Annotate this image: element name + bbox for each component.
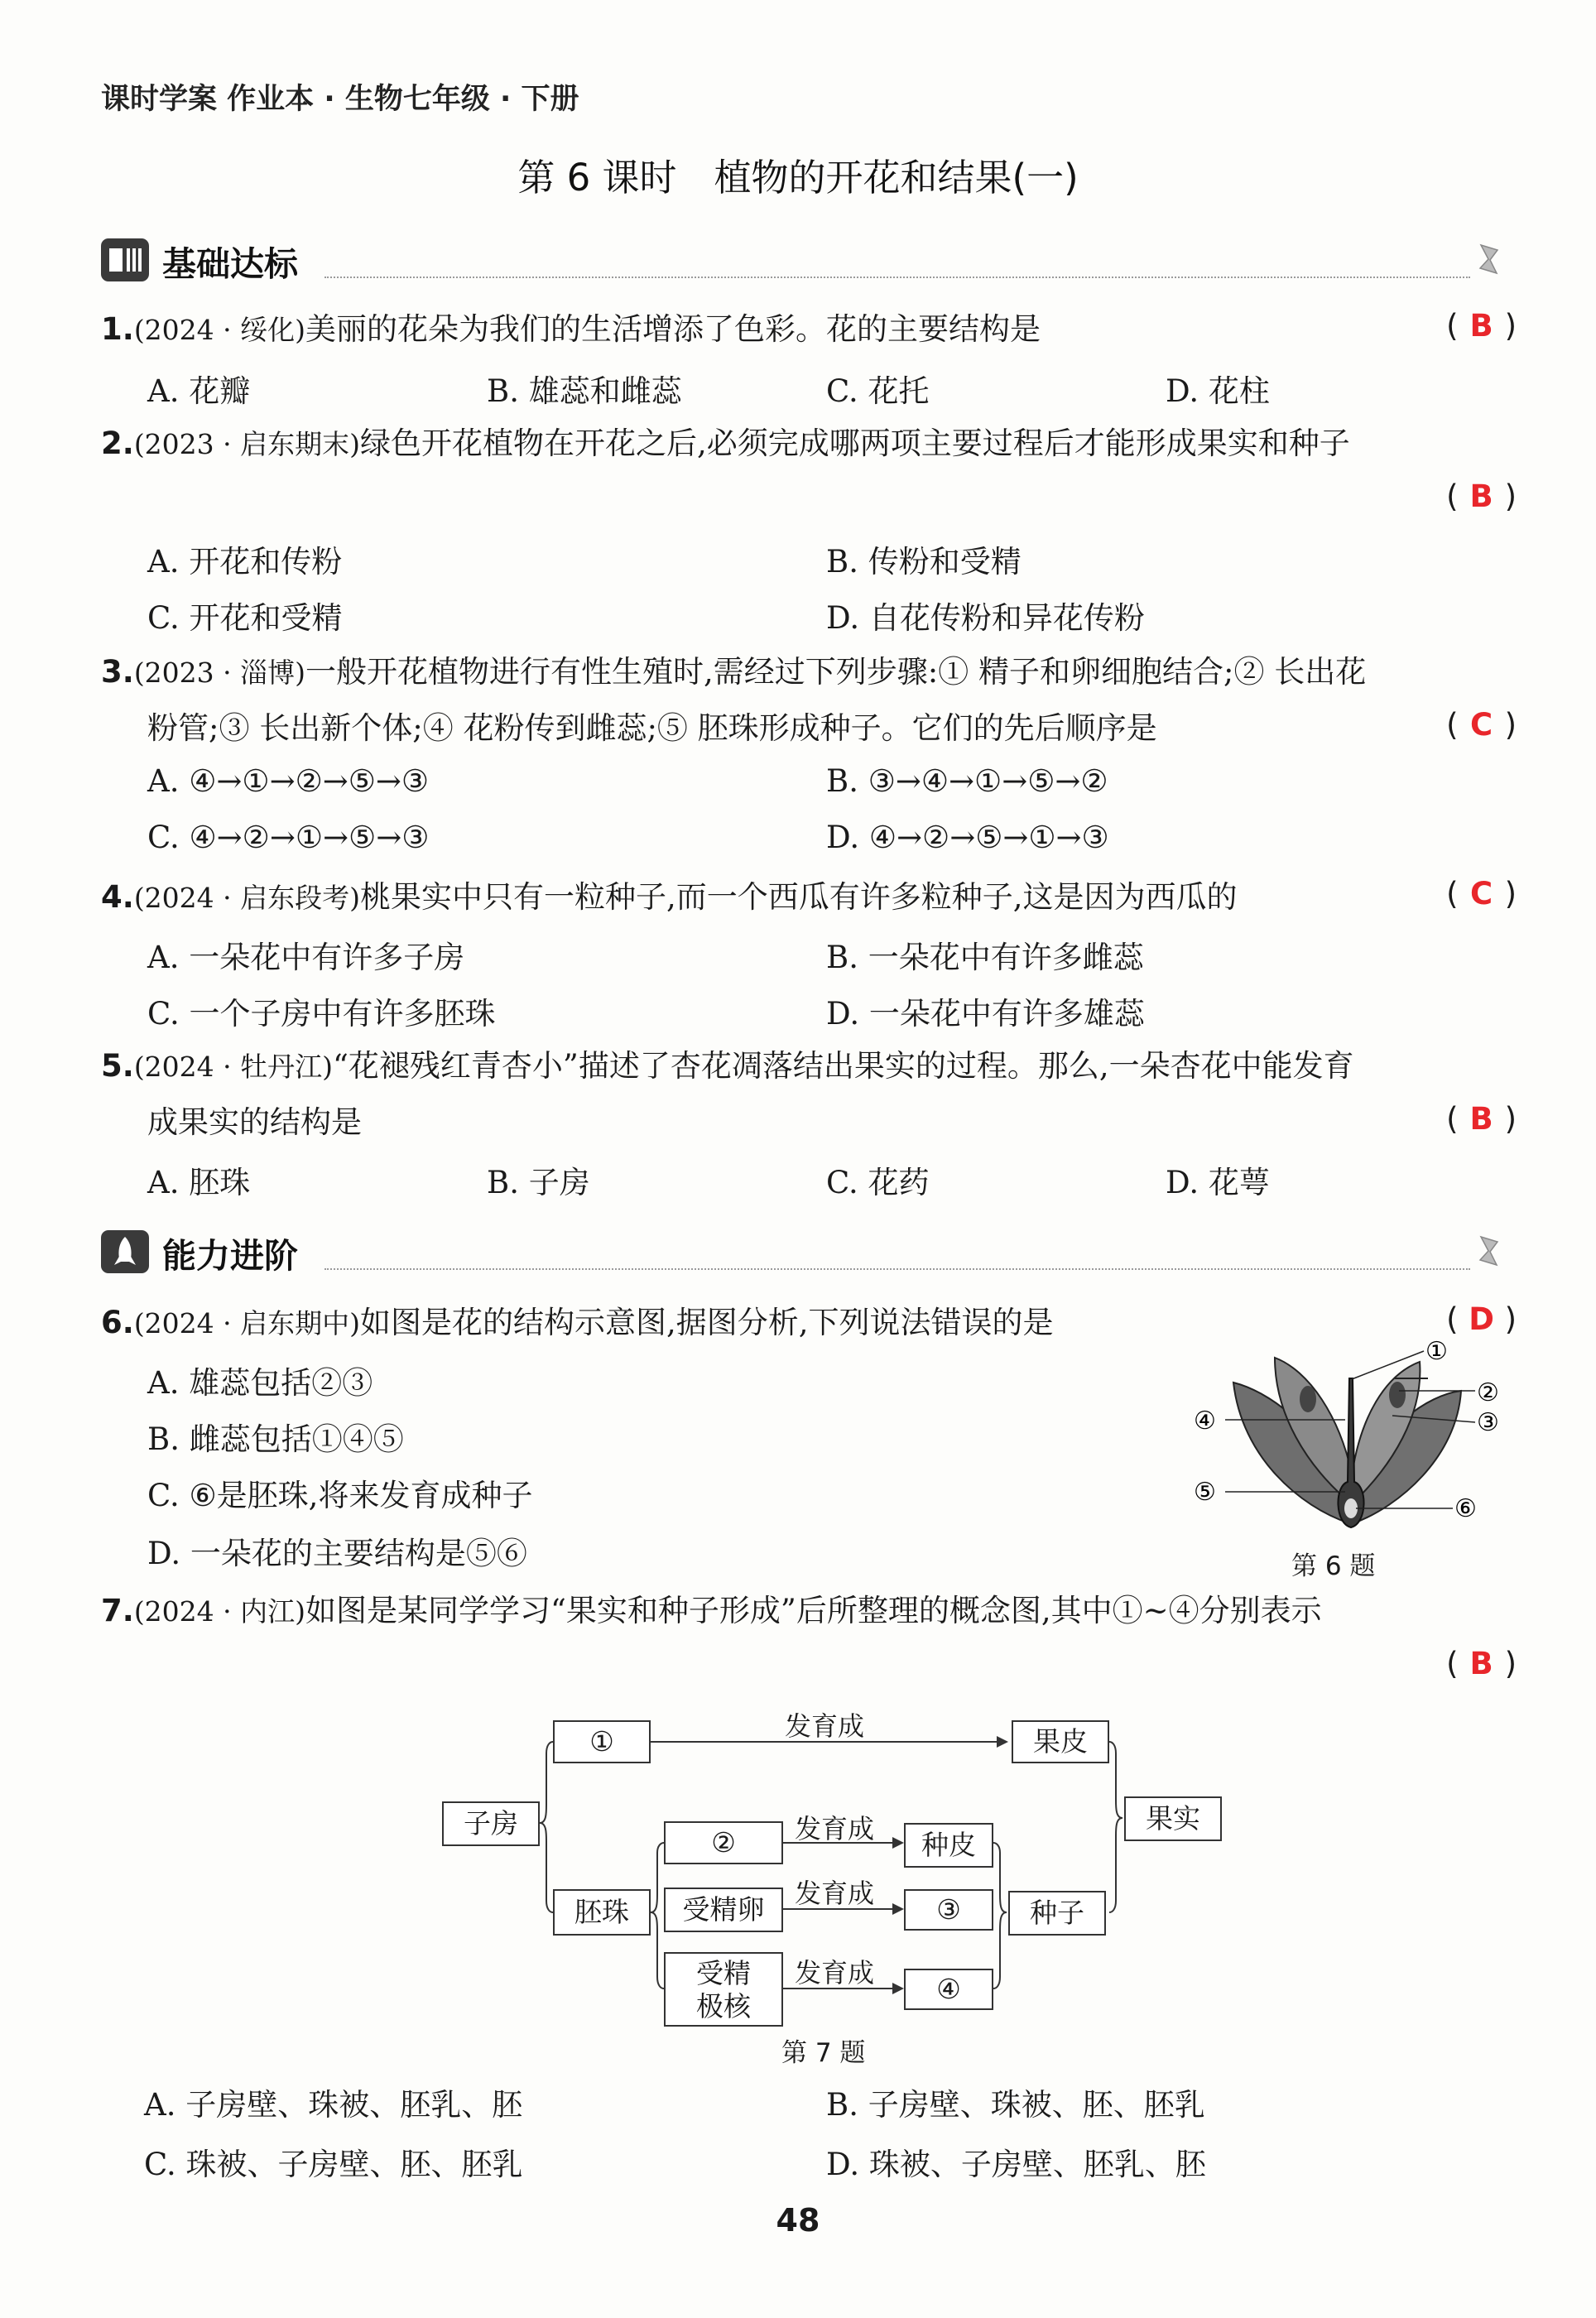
option: A. 开花和传粉 [147, 544, 343, 580]
section-title-basic: 基础达标 [162, 244, 298, 284]
develop-label: 发育成 [795, 1878, 875, 1909]
box-ovary: 子房 [442, 1801, 540, 1846]
option: D. 花柱 [1166, 373, 1270, 409]
figure-7-caption: 第 7 题 [781, 2038, 866, 2068]
answer-bracket: ( B ) [1446, 1646, 1517, 1681]
answer-bracket: ( B ) [1446, 1101, 1517, 1137]
box-blank-4: ④ [904, 1969, 993, 2010]
option: B. 雄蕊和雌蕊 [487, 373, 682, 409]
section-title-advanced: 能力进阶 [162, 1236, 298, 1276]
option: D. 一朵花的主要结构是⑤⑥ [147, 1536, 527, 1571]
box-fruit: 果实 [1124, 1796, 1222, 1841]
option: D. 珠被、子房壁、胚乳、胚 [826, 2147, 1206, 2182]
label-3: ③ [1477, 1408, 1499, 1437]
answer-bracket: ( D ) [1446, 1301, 1517, 1337]
option: B. ③→④→①→⑤→② [826, 763, 1108, 799]
question-4-stem: 4.(2024 · 启东段考)桃果实中只有一粒种子,而一个西瓜有许多粒种子,这是因为西瓜的 [101, 879, 1238, 915]
option: A. 花瓣 [147, 373, 251, 409]
option: B. 雌蕊包括①④⑤ [147, 1421, 404, 1457]
option: B. 子房 [487, 1165, 590, 1200]
box-ovule: 胚珠 [553, 1889, 651, 1936]
box-polar-nuclei: 受精 极核 [664, 1952, 783, 2027]
option: C. ④→②→①→⑤→③ [147, 820, 430, 855]
question-3-stem-line2: 粉管;③ 长出新个体;④ 花粉传到雌蕊;⑤ 胚珠形成种子。它们的先后顺序是 [147, 710, 1157, 746]
box-pericarp: 果皮 [1012, 1720, 1109, 1763]
develop-label: 发育成 [795, 1957, 875, 1989]
option: D. 花萼 [1166, 1165, 1270, 1200]
question-3-stem: 3.(2023 · 淄博)一般开花植物进行有性生殖时,需经过下列步骤:① 精子和卵细胞结合;② 长出花 [101, 654, 1367, 690]
figure-6-caption: 第 6 题 [1291, 1551, 1376, 1581]
option: A. ④→①→②→⑤→③ [147, 763, 430, 799]
develop-label: 发育成 [795, 1813, 875, 1844]
label-4: ④ [1194, 1407, 1216, 1436]
lesson-title: 第 6 课时 植物的开花和结果(一) [517, 156, 1079, 200]
option: C. 开花和受精 [147, 600, 343, 636]
question-7-stem: 7.(2024 · 内江)如图是某同学学习“果实和种子形成”后所整理的概念图,其中①~④分别表示 [101, 1593, 1322, 1628]
box-blank-3: ③ [904, 1889, 993, 1931]
box-seedcoat: 种皮 [904, 1823, 993, 1868]
question-5-stem-line2: 成果实的结构是 [147, 1104, 362, 1140]
box-seed: 种子 [1008, 1891, 1106, 1936]
question-2-stem: 2.(2023 · 启东期末)绿色开花植物在开花之后,必须完成哪两项主要过程后才能形成果实和种子 [101, 426, 1350, 461]
option: A. 一朵花中有许多子房 [147, 940, 465, 975]
answer-bracket: ( C ) [1446, 707, 1517, 743]
question-6-stem: 6.(2024 · 启东期中)如图是花的结构示意图,据图分析,下列说法错误的是 [101, 1305, 1054, 1340]
page-number: 48 [776, 2202, 820, 2239]
option: D. 一朵花中有许多雄蕊 [826, 996, 1145, 1032]
question-5-stem: 5.(2024 · 牡丹江)“花褪残红青杏小”描述了杏花凋落结出果实的过程。那么,一朵杏花中能发育 [101, 1048, 1354, 1084]
option: B. 一朵花中有许多雌蕊 [826, 940, 1144, 975]
option: C. 花托 [826, 373, 930, 409]
answer-bracket: ( B ) [1446, 308, 1517, 344]
option: D. ④→②→⑤→①→③ [826, 820, 1109, 855]
option: B. 传粉和受精 [826, 544, 1022, 580]
option: C. 珠被、子房壁、胚、胚乳 [144, 2147, 523, 2182]
answer-bracket: ( C ) [1446, 876, 1517, 911]
label-1: ① [1425, 1337, 1448, 1366]
develop-label: 发育成 [785, 1710, 865, 1742]
option: C. 花药 [826, 1165, 930, 1200]
label-5: ⑤ [1194, 1478, 1216, 1507]
book-header: 课时学案 作业本 · 生物七年级 · 下册 [101, 83, 579, 116]
label-6: ⑥ [1454, 1494, 1477, 1523]
box-zygote: 受精卵 [664, 1888, 783, 1932]
box-blank-1: ① [553, 1720, 651, 1763]
option: D. 自花传粉和异花传粉 [826, 600, 1145, 636]
option: B. 子房壁、珠被、胚、胚乳 [826, 2087, 1205, 2123]
option: C. ⑥是胚珠,将来发育成种子 [147, 1478, 533, 1513]
option: A. 雄蕊包括②③ [147, 1365, 373, 1401]
option: C. 一个子房中有许多胚珠 [147, 996, 496, 1032]
box-blank-2: ② [664, 1821, 783, 1864]
answer-bracket: ( B ) [1446, 479, 1517, 514]
question-1-stem: 1.(2024 · 绥化)美丽的花朵为我们的生活增添了色彩。花的主要结构是 [101, 311, 1041, 347]
option: A. 胚珠 [147, 1165, 251, 1200]
label-2: ② [1477, 1378, 1499, 1407]
option: A. 子房壁、珠被、胚乳、胚 [144, 2087, 523, 2123]
